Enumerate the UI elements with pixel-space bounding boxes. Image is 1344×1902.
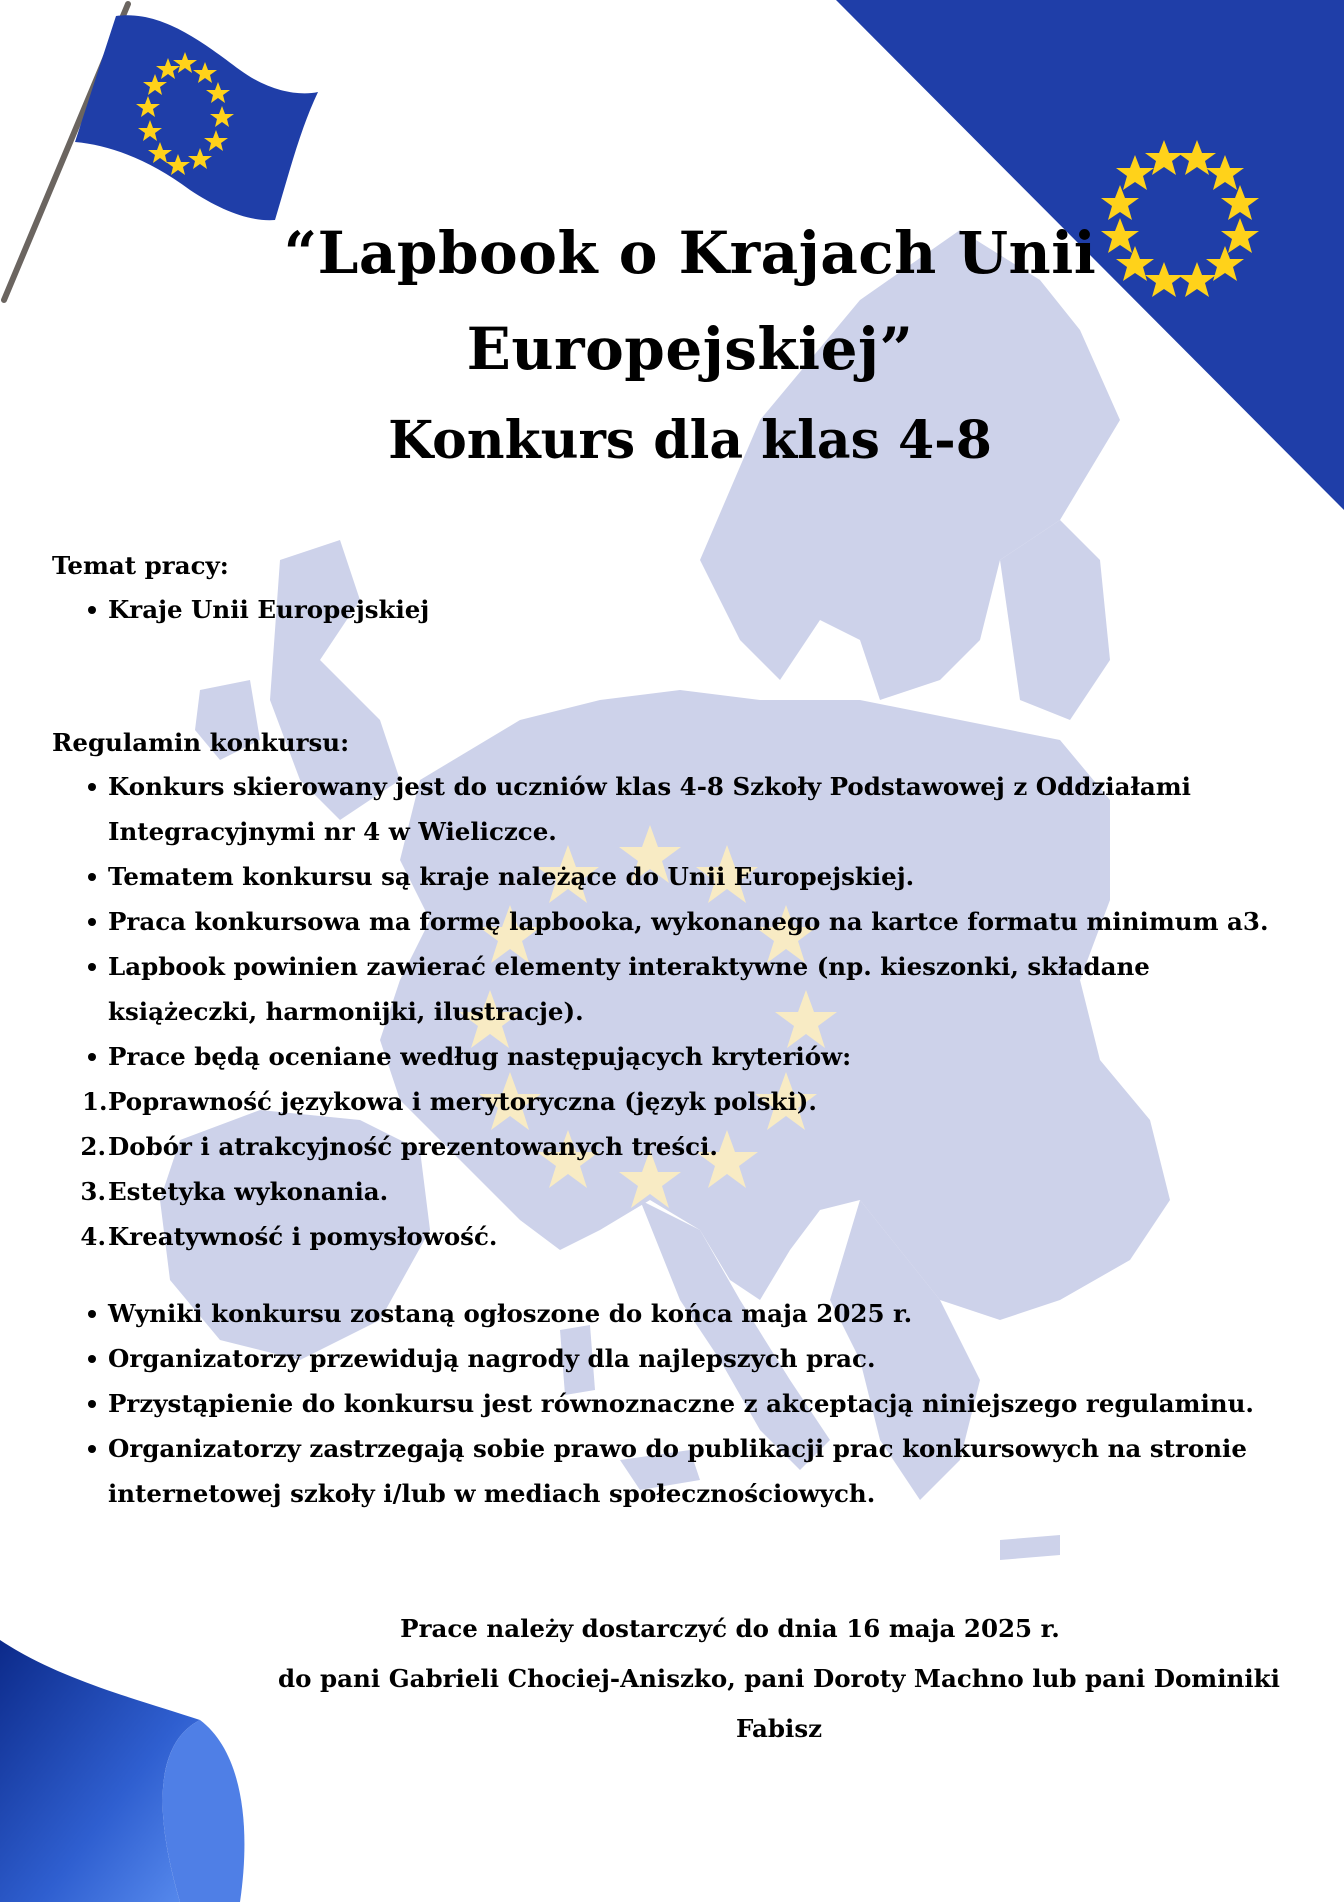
deadline-line-2: do pani Gabrieli Chociej-Aniszko, pani Doroty Machno lub pani Dominiki Fabisz (278, 1664, 1280, 1743)
rules-label: Regulamin konkursu: (52, 728, 350, 757)
rules-list (52, 764, 1312, 1079)
topic-label: Temat pracy: (52, 551, 229, 580)
list-item: Organizatorzy przewidują nagrody dla najlepszych prac. (52, 1336, 1312, 1381)
list-item: Lapbook powinien zawierać elementy interaktywne (np. kieszonki, składane książeczki, harmonijki, ilustracje). (52, 944, 1312, 1034)
topic-list (52, 587, 1312, 632)
list-item: Kraje Unii Europejskiej (52, 587, 1312, 632)
list-item: Prace będą oceniane według następujących kryteriów: (52, 1034, 1312, 1079)
list-item: Konkurs skierowany jest do uczniów klas 4-8 Szkoły Podstawowej z Oddziałami Integracyjnymi nr 4 w Wieliczce. (52, 764, 1312, 854)
title-line-2: Europejskiej” (466, 315, 914, 383)
criteria-item: 3. Estetyka wykonania. (80, 1177, 389, 1206)
subtitle: Konkurs dla klas 4-8 (388, 410, 992, 471)
list-item: Organizatorzy zastrzegają sobie prawo do publikacji prac konkursowych na stronie internetowej szkoły i/lub w mediach społecznościowych. (52, 1426, 1312, 1516)
criteria-list (52, 1079, 1312, 1259)
title-block (250, 205, 1130, 481)
criteria-item: 4. Kreatywność i pomysłowość. (80, 1222, 498, 1251)
list-item: Wyniki konkursu zostaną ogłoszone do końca maja 2025 r. (52, 1291, 1312, 1336)
deadline-block (150, 1604, 1310, 1754)
list-item: Tematem konkursu są kraje należące do Unii Europejskiej. (52, 854, 1312, 899)
info-list (52, 1291, 1312, 1516)
criteria-item: 1. Poprawność językowa i merytoryczna (język polski). (82, 1087, 817, 1116)
list-item: Przystąpienie do konkursu jest równoznaczne z akceptacją niniejszego regulaminu. (52, 1381, 1312, 1426)
title-line-1: “Lapbook o Krajach Unii (283, 219, 1097, 287)
main-content (52, 548, 1312, 1516)
deadline-line-1: Prace należy dostarczyć do dnia 16 maja 2025 r. (400, 1614, 1060, 1643)
list-item: Praca konkursowa ma formę lapbooka, wykonanego na kartce formatu minimum a3. (52, 899, 1312, 944)
criteria-item: 2. Dobór i atrakcyjność prezentowanych treści. (80, 1132, 718, 1161)
